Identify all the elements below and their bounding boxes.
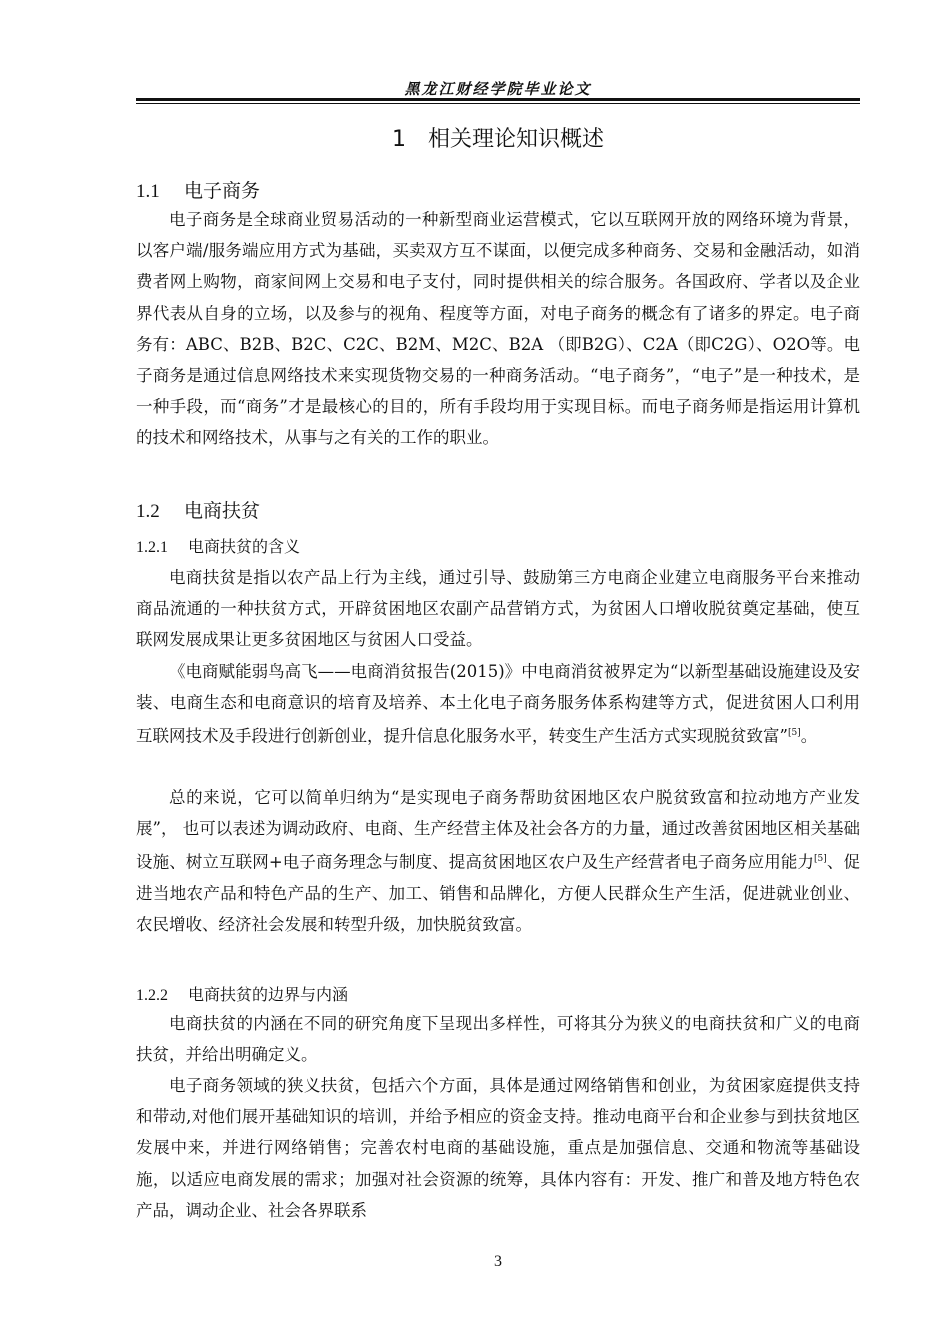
section-title: 电子商务: [184, 180, 261, 202]
running-header: 黑龙江财经学院毕业论文: [404, 80, 592, 98]
section-heading-1-2: [136, 496, 260, 523]
report-text: 《电商赋能弱鸟高飞——电商消贫报告(2015)》中电商消贫被界定为“以新型基础设施建设及安装、电商生态和电商意识的培育及培养、本土化电子商务服务体系构建等方式，促进贫困人口利用互联网技术及手段进行创新创业，提升信息化服务水平，转变生产生活方式实现脱贫致富”: [136, 662, 860, 746]
subsection-number: 1.2.2: [136, 987, 168, 1004]
paragraph-narrow-definition: 电子商务领域的狭义扶贫，包括六个方面，具体是通过网络销售和创业，为贫困家庭提供支持和带动,对他们展开基础知识的培训，并给予相应的资金支持。推动电商平台和企业参与到扶贫地区发展中来，并进行网络销售；完善农村电商的基础设施，重点是加强信息、交通和物流等基础设施，以适应电商发展的需求；加强对社会资源的统筹，具体内容有：开发、推广和普及地方特色农产品，调动企业、社会各界联系: [136, 1076, 860, 1220]
page-number: 3: [494, 1253, 502, 1270]
subsection-heading-1-2-2: [136, 982, 348, 1005]
header-rule-thick: [136, 98, 860, 101]
citation-ref: [5]: [787, 728, 801, 739]
chapter-title-text: 相关理论知识概述: [427, 127, 604, 152]
subsection-title: 电商扶贫的含义: [188, 537, 301, 556]
paragraph-connotation: 电商扶贫的内涵在不同的研究角度下呈现出多样性，可将其分为狭义的电商扶贫和广义的电商扶贫，并给出明确定义。: [136, 1014, 860, 1065]
section-number: 1.1: [136, 181, 160, 202]
paragraph-report-definition: [136, 656, 860, 752]
summary-text-b: 、促进当地农产品和特色产品的生产、加工、销售和品牌化，方便人民群众生产生活，促进就业创业、农民增收、经济社会发展和转型升级，加快脱贫致富。: [136, 852, 861, 935]
chapter-title: [136, 122, 860, 153]
summary-text-a: 总的来说，它可以简单归纳为“是实现电子商务帮助贫困地区农户脱贫致富和拉动地方产业发展”， 也可以表述为调动政府、电商、生产经营主体及社会各方的力量，通过改善贫困地区相关基础设施、树立互联网+电子商务理念与制度、提高贫困地区农户及生产经营者电子商务应用能力: [136, 788, 860, 872]
subsection-heading-1-2-1: [136, 534, 300, 557]
paragraph-summary: [136, 782, 860, 941]
subsection-number: 1.2.1: [136, 539, 168, 556]
section-number: 1.2: [136, 501, 160, 522]
section-title: 电商扶贫: [184, 500, 261, 522]
subsection-title: 电商扶贫的边界与内涵: [188, 985, 349, 1004]
chapter-number: 1: [391, 127, 406, 152]
paragraph-ecommerce: 电子商务是全球商业贸易活动的一种新型商业运营模式，它以互联网开放的网络环境为背景，以客户端/服务端应用方式为基础，买卖双方互不谋面，以便完成多种商务、交易和金融活动，如消费者网上购物，商家间网上交易和电子支付，同时提供相关的综合服务。各国政府、学者以及企业界代表从自身的立场，以及参与的视角、程度等方面，对电子商务的概念有了诸多的界定。电子商务有：ABC、B2B、B2C、C2C、B2M、M2C、B2A （即B2G）、C2A（即C2G）、O2O等。电子商务是通过信息网络技术来实现货物交易的一种商务活动。“电子商务”，“电子”是一种技术，是一种手段，而“商务”才是最核心的目的，所有手段均用于实现目标。而电子商务师是指运用计算机的技术和网络技术，从事与之有关的工作的职业。: [136, 210, 860, 448]
paragraph-definition: 电商扶贫是指以农产品上行为主线，通过引导、鼓励第三方电商企业建立电商服务平台来推动商品流通的一种扶贫方式，开辟贫困地区农副产品营销方式，为贫困人口增收脱贫奠定基础，使互联网发展成果让更多贫困地区与贫困人口受益。: [136, 568, 860, 650]
citation-ref: [5]: [814, 854, 827, 865]
report-text-end: 。: [800, 726, 818, 746]
section-heading-1-1: [136, 176, 260, 203]
header-rule-thin: [136, 103, 860, 104]
